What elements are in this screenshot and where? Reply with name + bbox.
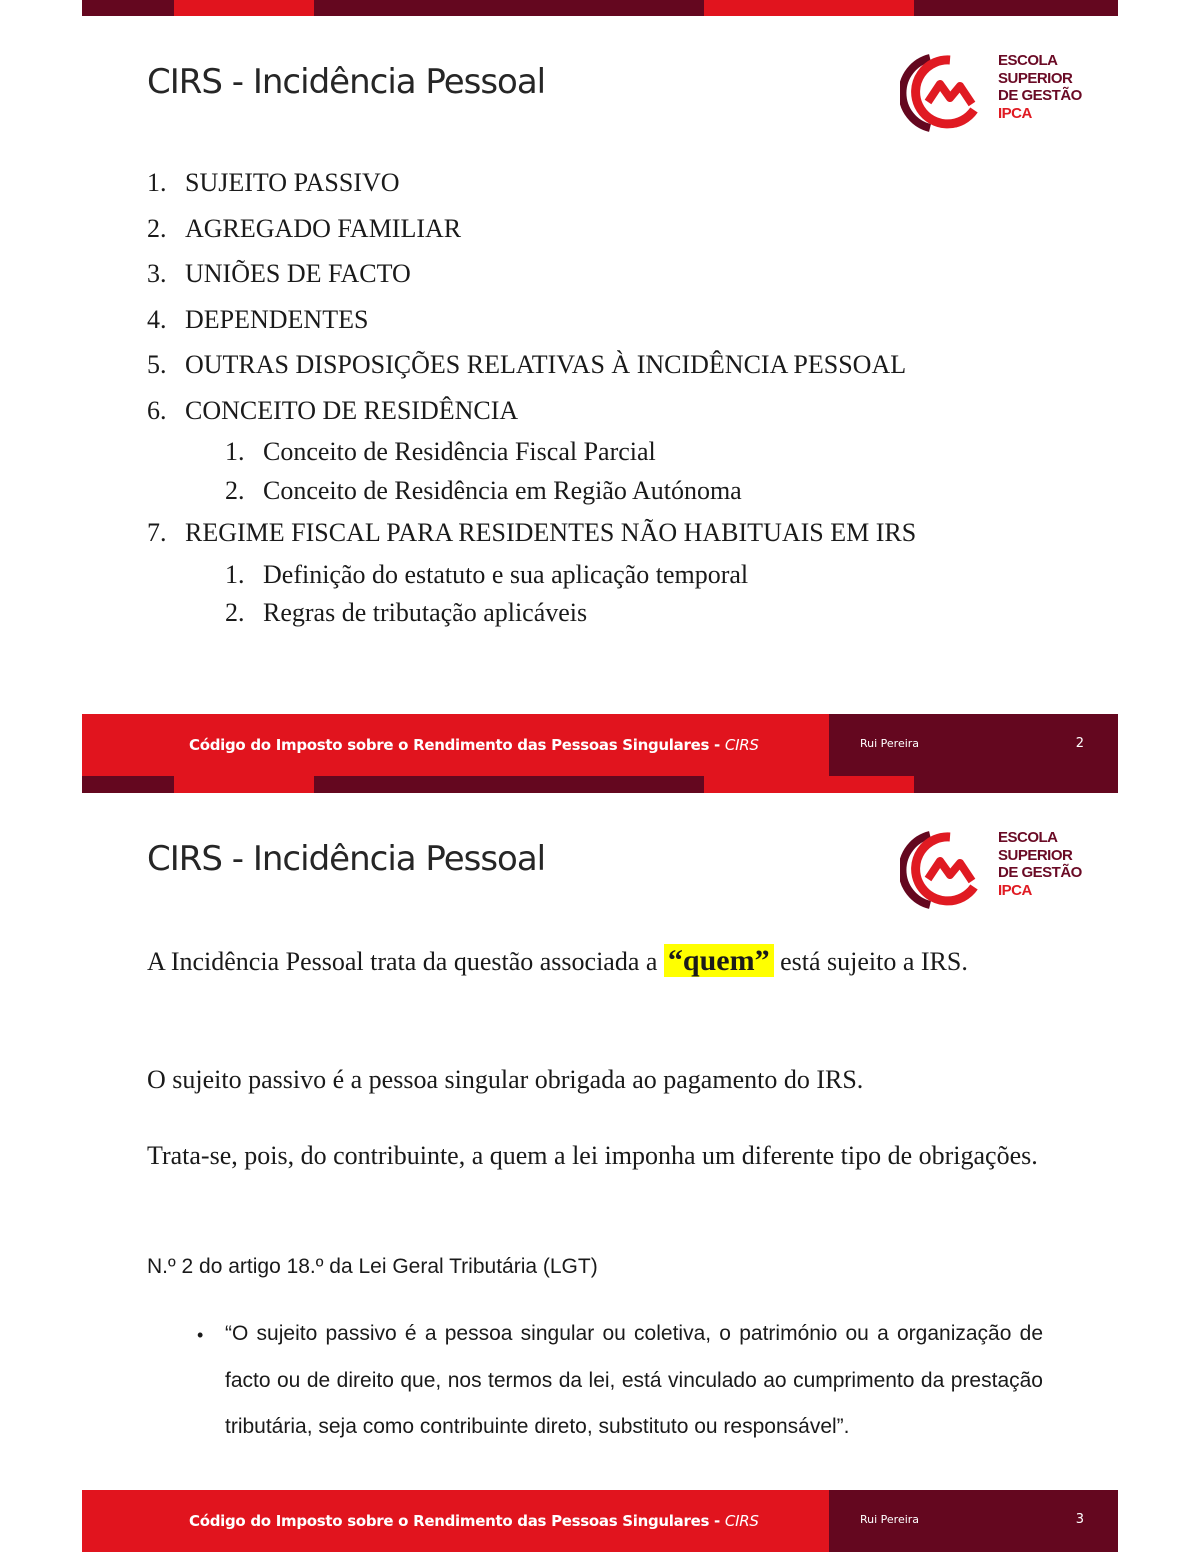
legal-reference: N.º 2 do artigo 18.º da Lei Geral Tributária (LGT) <box>147 1255 598 1278</box>
logo-line-1: ESCOLA <box>998 52 1058 69</box>
list-item: 7. REGIME FISCAL PARA RESIDENTES NÃO HABITUAIS EM IRS 1. Definição do estatuto e sua aplicação temporal 2. Regras de tributação aplicáveis <box>147 510 916 633</box>
sub-list-item: 1. Definição do estatuto e sua aplicação temporal <box>225 559 749 589</box>
slide-title: CIRS - Incidência Pessoal <box>147 62 546 102</box>
sub-list <box>225 433 916 510</box>
logo-line-2: SUPERIOR <box>998 69 1073 87</box>
paragraph-definition: O sujeito passivo é a pessoa singular obrigada ao pagamento do IRS. <box>147 1065 864 1094</box>
list-item: 2. AGREGADO FAMILIAR <box>147 213 462 243</box>
list-item: 6. CONCEITO DE RESIDÊNCIA 1. Conceito de Residência Fiscal Parcial 2. Conceito de Residência em Região Autónoma <box>147 388 916 511</box>
ipca-logo <box>900 52 1100 132</box>
page-number: 3 <box>1075 1512 1084 1527</box>
sub-list-item: 2. Conceito de Residência em Região Autónoma <box>225 475 742 505</box>
bullet-marker: • <box>197 1325 204 1345</box>
page-number: 2 <box>1075 736 1084 751</box>
logo-line-3: DE GESTÃO <box>998 87 1082 104</box>
list-item: 4. DEPENDENTES <box>147 304 369 334</box>
footer-author: Rui Pereira <box>860 1513 920 1526</box>
slide-footer <box>82 1490 1118 1552</box>
sub-list-item: 2. Regras de tributação aplicáveis <box>225 598 588 627</box>
footer-info <box>829 1490 1118 1552</box>
highlighted-word: “quem” <box>664 944 774 977</box>
top-stripe <box>82 0 1118 16</box>
ipca-logo-icon <box>900 52 982 134</box>
footer-info <box>829 714 1118 776</box>
list-item: 5. OUTRAS DISPOSIÇÕES RELATIVAS À INCIDÊNCIA PESSOAL <box>147 350 907 379</box>
logo-line-4: IPCA <box>998 104 1032 122</box>
logo-text <box>998 52 1082 122</box>
paragraph-contributor: Trata-se, pois, do contribuinte, a quem a lei imponha um diferente tipo de obrigações. <box>147 1141 1038 1170</box>
slide-3 <box>82 793 1118 1553</box>
slide-2 <box>82 0 1118 793</box>
logo-text: ESCOLA SUPERIOR DE GESTÃO IPCA <box>998 829 1082 899</box>
paragraph-intro: A Incidência Pessoal trata da questão associada a “quem” está sujeito a IRS. <box>147 944 968 977</box>
slide-title: CIRS - Incidência Pessoal <box>147 839 546 879</box>
footer-title: Código do Imposto sobre o Rendimento das Pessoas Singulares - CIRS <box>82 1490 829 1552</box>
sub-list-item: 1. Conceito de Residência Fiscal Parcial <box>225 437 656 466</box>
footer-title: Código do Imposto sobre o Rendimento das Pessoas Singulares - CIRS <box>82 714 829 776</box>
list-item: 1. SUJEITO PASSIVO <box>147 168 400 197</box>
list-item: 3. UNIÕES DE FACTO <box>147 259 411 288</box>
ipca-logo <box>900 829 1100 909</box>
ipca-logo-icon <box>900 829 982 911</box>
bottom-stripe <box>82 776 1118 793</box>
footer-author: Rui Pereira <box>860 737 920 750</box>
sub-list <box>225 556 916 633</box>
table-of-contents <box>147 160 916 633</box>
slide-footer <box>82 714 1118 776</box>
legal-quote: “O sujeito passivo é a pessoa singular ou coletiva, o património ou a organização de facto ou de direito que, nos termos da lei, está vinculado ao cumprimento da prestação tributária, seja como contribuinte direto, substituto ou responsável”. <box>225 1322 1043 1438</box>
